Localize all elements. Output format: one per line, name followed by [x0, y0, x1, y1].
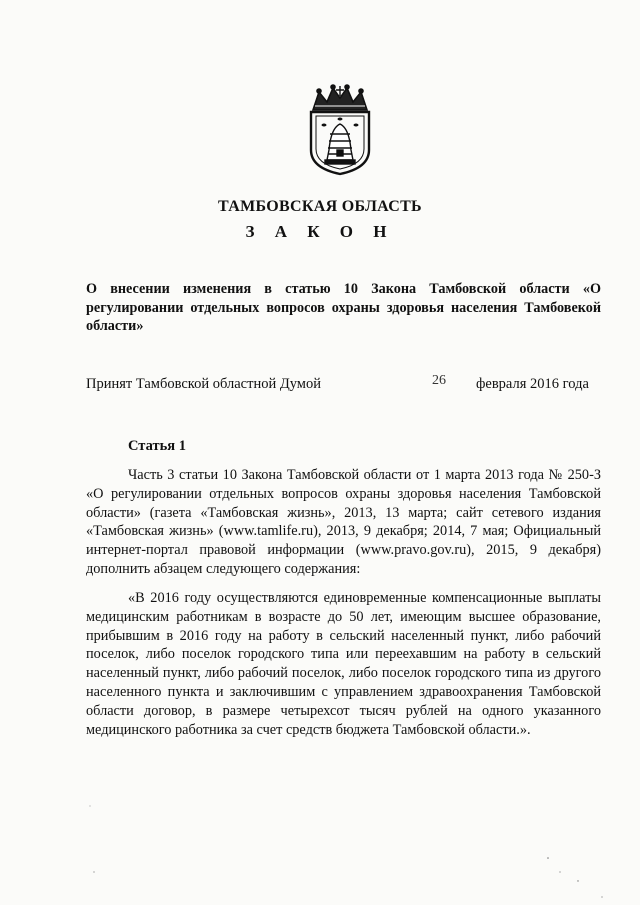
- article-heading: Статья 1: [128, 438, 186, 454]
- document-type-heading: З А К О Н: [245, 222, 395, 241]
- tambov-coat-of-arms-icon: [299, 84, 381, 176]
- article-paragraph-quoted: «В 2016 году осуществляются единовременные компенсационные выплаты медицинским работникам в возрасте до 50 лет, имеющим высшее образование, прибывшим в 2016 году на работу в сельский населенный пункт, либо рабочий поселок, либо поселок городского типа или переехавшим на работу в сельский населенный пункт, либо рабочий поселок, либо поселок городского типа из другого населенного пункта и заключившим с управлением здравоохранения Тамбовской области договор, в размере четырехсот тысяч рублей на одного указанного медицинского работника за счет средств бюджета Тамбовской области.».: [86, 590, 601, 738]
- article-paragraph: Часть 3 статьи 10 Закона Тамбовской области от 1 марта 2013 года № 250-З «О регулировании отдельных вопросов охраны здоровья населения Тамбовской области» (газета «Тамбовская жизнь», 2013, 13 марта; сайт сетевого издания «Тамбовская жизнь» (www.tamlife.ru), 2013, 9 декабря; 2014, 7 мая; Официальный интернет-портал правовой информации (www.pravo.gov.ru), 2015, 9 декабря) дополнить абзацем следующего содержания:: [86, 467, 601, 577]
- law-title: О внесении изменения в статью 10 Закона Тамбовской области «О регулировании отдельных вопросов охраны здоровья населения Тамбовекой области»: [86, 281, 601, 334]
- adoption-date: февраля 2016 года: [476, 376, 589, 392]
- adoption-day: 26: [432, 373, 446, 388]
- adoption-text: Принят Тамбовской областной Думой: [86, 376, 321, 392]
- region-heading: ТАМБОВСКАЯ ОБЛАСТЬ: [218, 198, 422, 215]
